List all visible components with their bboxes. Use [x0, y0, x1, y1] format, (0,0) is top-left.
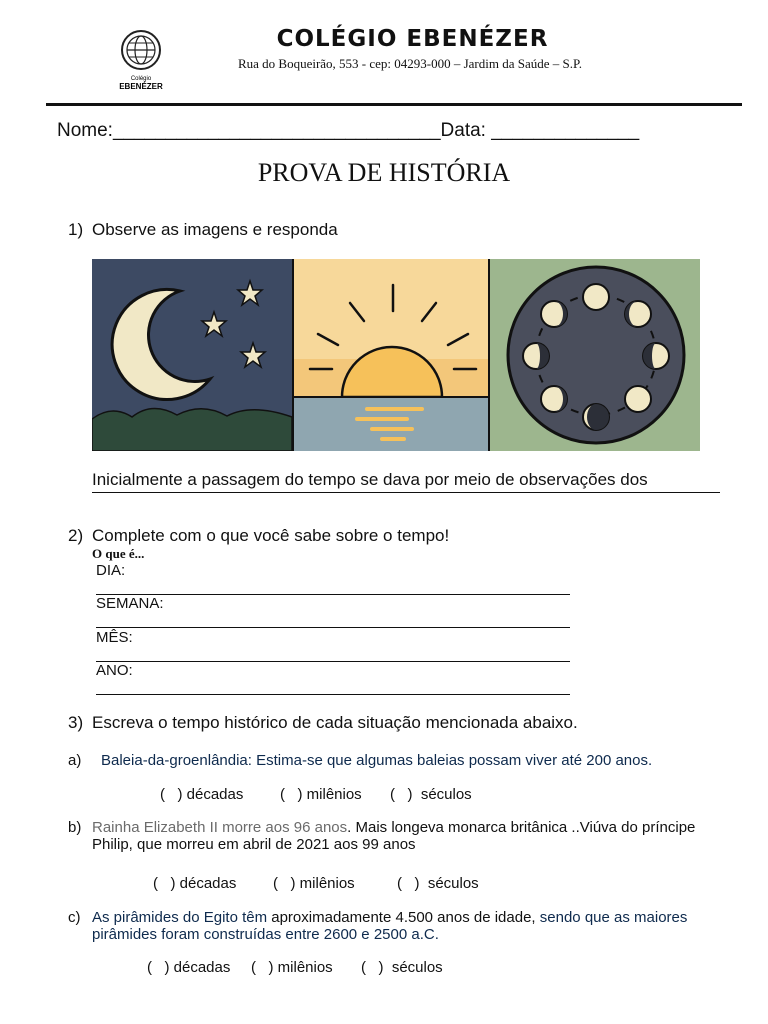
- field-semana-line[interactable]: [96, 627, 570, 628]
- field-mes-label: MÊS:: [96, 629, 133, 646]
- item-b-letter: b): [68, 819, 82, 836]
- question-1: [0, 220, 768, 242]
- question-2-subtitle: O que é...: [92, 546, 145, 561]
- option-seculos[interactable]: ( ) séculos: [390, 786, 472, 803]
- exam-title: PROVA DE HISTÓRIA: [257, 158, 511, 187]
- option-milenios[interactable]: ( ) milênios: [280, 786, 362, 803]
- question-3-number: 3): [68, 713, 84, 732]
- moon-stars-panel: [92, 259, 292, 451]
- header-divider: [46, 103, 742, 106]
- field-dia-label: DIA:: [96, 562, 126, 579]
- item-b-options: [153, 875, 633, 895]
- option-milenios[interactable]: ( ) milênios: [273, 875, 355, 892]
- item-a-options: [160, 786, 630, 806]
- field-ano-line[interactable]: [96, 694, 570, 695]
- item-c-options: [147, 959, 627, 979]
- item-c-text-blue-1: As pirâmides do Egito têm: [92, 909, 268, 926]
- item-b-text-gray: Rainha Elizabeth II morre aos 96 anos: [92, 819, 348, 836]
- option-milenios[interactable]: ( ) milênios: [251, 959, 333, 976]
- moon-phase-icon: [583, 284, 609, 310]
- option-decadas[interactable]: ( ) décadas: [147, 959, 231, 976]
- school-address: Rua do Boqueirão, 553 - cep: 04293-000 – Jardim da Saúde – S.P.: [237, 56, 583, 71]
- question-3-text: Escreva o tempo histórico de cada situação mencionada abaixo.: [92, 713, 578, 732]
- school-name: COLÉGIO EBENÉZER: [276, 26, 549, 52]
- question-1-answer-line: Inicialmente a passagem do tempo se dava por meio de observações dos: [92, 470, 720, 493]
- sunrise-panel: [294, 259, 488, 451]
- question-1-number: 1): [68, 220, 84, 239]
- item-c-text-blue-2: sendo que as maiores pirâmides foram construídas entre 2600 e 2500 a.C.: [92, 909, 688, 943]
- field-mes-line[interactable]: [96, 661, 570, 662]
- question-2-number: 2): [68, 526, 84, 545]
- field-ano-label: ANO:: [96, 662, 133, 679]
- field-semana-label: SEMANA:: [96, 595, 164, 612]
- option-decadas[interactable]: ( ) décadas: [153, 875, 237, 892]
- question-3: [0, 713, 768, 735]
- option-seculos[interactable]: ( ) séculos: [361, 959, 443, 976]
- field-dia-line[interactable]: [96, 594, 570, 595]
- question-1-images: [92, 259, 700, 451]
- moon-phases-panel: [490, 259, 700, 451]
- question-2: [0, 526, 768, 548]
- item-a-text: Baleia-da-groenlândia: Estima-se que algumas baleias possam viver até 200 anos.: [101, 752, 653, 769]
- logo-text-bottom: EBENÉZER: [119, 82, 163, 91]
- option-seculos[interactable]: ( ) séculos: [397, 875, 479, 892]
- logo-text-top: Colégio: [130, 76, 152, 82]
- item-c-text-plain: aproximadamente 4.500 anos de idade,: [267, 909, 536, 926]
- item-b-text: [92, 819, 732, 853]
- item-b-text-rest: . Mais longeva monarca britânica ..Viúva do príncipe Philip, que morreu em abril de 2021 aos 99 anos: [92, 819, 696, 853]
- item-c-text: [92, 909, 732, 943]
- question-1-text: Observe as imagens e responda: [92, 220, 338, 239]
- question-2-text: Complete com o que você sabe sobre o tempo!: [92, 526, 450, 545]
- name-date-line: Nome:_______________________________Data: ______________: [57, 120, 640, 141]
- option-decadas[interactable]: ( ) décadas: [160, 786, 244, 803]
- item-a-letter: a): [68, 752, 82, 769]
- item-c-letter: c): [68, 909, 81, 926]
